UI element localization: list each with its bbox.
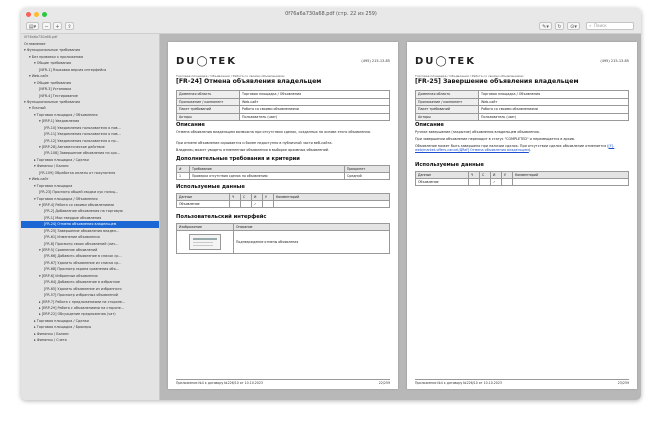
table-row [177, 106, 390, 114]
company-logo: DU◯TEK [176, 56, 238, 67]
outline-item[interactable]: ▸ Торговая площадка / Сделки [34, 157, 89, 162]
info-value: Пользователь (user) [240, 113, 390, 121]
footer-text: Приложение №4 к договору №226/10 от 10.10.2023 [176, 381, 263, 385]
paragraph-text: ). [528, 148, 532, 153]
info-key: Акторы [177, 113, 240, 121]
table-cell [177, 231, 234, 254]
table-cell [263, 201, 274, 208]
title-bar [21, 8, 641, 21]
thumbnail-line [193, 242, 213, 243]
outline-item[interactable]: [FR-24] Отмена объявления владельцем [21, 221, 159, 227]
rotate-icon: ↻ [557, 24, 562, 30]
toolbar [21, 21, 641, 34]
table-row [177, 173, 390, 180]
zoom-in-icon: + [55, 24, 60, 30]
info-key: Доменная область [416, 91, 479, 99]
outline-item[interactable]: ▾ Функциональные требования [24, 99, 80, 104]
table-row [416, 106, 629, 114]
outline-item[interactable]: [FR-61] Изменение объявления [44, 235, 100, 240]
phone-number: (495) 215-13-85 [361, 59, 390, 63]
page-footer [176, 379, 390, 385]
outline-item[interactable]: ▾ Web-сайт [29, 74, 49, 79]
column-header: Изображение [177, 224, 234, 231]
table-row [177, 231, 390, 254]
zoom-out-button[interactable] [42, 22, 51, 30]
outline-item[interactable]: ▾ Общие требования [34, 61, 72, 66]
description-paragraph: Владелец может увидеть отмененные объявления в выборке архивных объявлений. [176, 148, 330, 152]
column-header: И [491, 172, 502, 179]
table-row [416, 91, 629, 99]
info-key: Пакет требований [416, 106, 479, 114]
outline-item[interactable]: ▸ [ERP-7] Работа с предложениями на стороне... [39, 299, 126, 304]
column-header: С [241, 194, 252, 201]
outline-item[interactable]: ▸ Торговая площадка / Брокеры [34, 325, 92, 330]
column-header: Комментарий [274, 194, 390, 201]
zoom-in-button[interactable] [53, 22, 62, 30]
outline-list [21, 41, 159, 344]
requirement-link[interactable]: [F]-web/market-offers-cancel/ДRef] Отмена объявления владельцем [415, 144, 615, 153]
column-header: У [502, 172, 513, 179]
outline-item[interactable]: [FR-109] Обработка оплаты от покупателя [39, 170, 116, 175]
used-data-table [415, 171, 629, 186]
outline-item[interactable]: [NFR-1] Языковая версия интерфейса [39, 67, 107, 72]
search-placeholder: Поиск [594, 23, 607, 28]
description-paragraph: Ручное завершение (закрытие) объявления владельцем объявления. [415, 130, 540, 134]
table-header-row [177, 194, 390, 201]
outline-item[interactable]: ▸ [ERP-22] Обсуждение предложения (чат) [39, 312, 116, 317]
outline-item[interactable]: ▾ [ERP-28] Автоматическое действие [39, 145, 105, 149]
info-value: Web-сайт [479, 98, 629, 106]
description-heading: Описание [415, 122, 444, 128]
outline-item[interactable]: ▸ Торговая площадка / Сделки [34, 318, 89, 323]
paragraph-text: Объявление может быть завершено при наличии сделок. При отсутствии сделок объявление отменяется ( [415, 144, 609, 148]
outline-item[interactable]: [NFR-4] Тестирование [39, 93, 78, 98]
info-table [176, 90, 390, 121]
outline-item[interactable]: ▾ Финансы / Баланс [34, 164, 69, 169]
table-header-row [416, 172, 629, 179]
info-value: Торговая площадка / Объявления [240, 91, 390, 99]
info-key: Пакет требований [177, 106, 240, 114]
outline-item[interactable]: ▾ [ERP-5] Сравнение объявлений [39, 248, 98, 252]
page-number: 23/259 [617, 381, 629, 385]
column-header: Требование [190, 166, 345, 173]
table-cell [502, 179, 513, 186]
used-data-table [176, 193, 390, 208]
pdf-page-23 [407, 42, 637, 389]
outline-item[interactable]: [FR-67] Удалить объявление из списка ср... [44, 260, 122, 265]
table-row [416, 113, 629, 121]
ui-screenshot-thumbnail [189, 234, 221, 250]
outline-item[interactable]: [FR-23] Просмотр общей сводки кук позиц... [39, 190, 119, 195]
window-title: 0f76a6a730a68.pdf (стр. 22 из 259) [285, 11, 377, 17]
sidebar-outline[interactable] [21, 34, 160, 400]
info-value: Работа со своими объявлениями [479, 106, 629, 114]
column-header: И [252, 194, 263, 201]
document-view[interactable] [160, 34, 641, 400]
description-heading: Описание [176, 122, 205, 128]
outline-item[interactable]: ▾ Торговая площадка / Объявления [34, 112, 98, 117]
column-header: Описание [234, 224, 390, 231]
outline-item[interactable]: [FR-108] Завершение объявления по сро... [44, 151, 120, 156]
outline-item[interactable]: ▸ Финансы / Счета [34, 338, 67, 343]
table-cell: 1 [177, 173, 190, 180]
outline-item[interactable]: [FR-57] Просмотр избранных объявлений [44, 293, 118, 298]
outline-item[interactable]: [FR-66] Добавить объявление в список ср... [44, 254, 122, 259]
info-value: Работа со своими объявлениями [240, 106, 390, 114]
column-header: С [480, 172, 491, 179]
share-icon: ⇪ [67, 24, 72, 30]
search-icon: ⌕ [589, 23, 592, 28]
column-header: Ч [469, 172, 480, 179]
table-row [177, 91, 390, 99]
table-cell: Проверка отсутствия сделок по объявлению [190, 173, 345, 180]
outline-item[interactable]: ▾ Торговая площадка / Объявления [34, 196, 98, 201]
used-data-heading: Используемые данные [415, 162, 484, 168]
column-header: Данные [177, 194, 230, 201]
description-paragraph [415, 144, 629, 153]
table-cell [469, 179, 480, 186]
outline-item[interactable]: [FR-25] Завершение объявления владел... [44, 228, 120, 233]
outline-item[interactable]: [FR-2] Добавление объявления на торговую [44, 209, 123, 214]
table-row [177, 113, 390, 121]
table-header-row [177, 166, 390, 173]
outline-item[interactable]: ▾ Функциональные требования [24, 48, 80, 53]
annotate-icon: ⊙▾ [570, 24, 577, 30]
table-cell [230, 201, 241, 208]
outline-item[interactable]: ▾ Общие требования [34, 80, 72, 85]
table-cell [274, 201, 390, 208]
table-cell: ✓ [491, 179, 502, 186]
column-header: Данные [416, 172, 469, 179]
sidebar-toggle-button[interactable] [26, 22, 39, 30]
pen-icon: ✎▾ [542, 24, 549, 30]
outline-item[interactable]: ▾ [ERP-4] Работа со своими объявлениями [39, 202, 114, 207]
column-header: Ч [230, 194, 241, 201]
page-title: [FR-25] Завершение объявления владельцем [415, 78, 579, 85]
info-key: Доменная область [177, 91, 240, 99]
outline-item[interactable]: [FR-12] Уведомления пользователя о пр... [44, 138, 119, 143]
table-row [177, 201, 390, 208]
markup-button[interactable] [539, 22, 552, 30]
breadcrumb: Торговая площадка / Объявления / Работа со своими объявлениями [415, 74, 524, 78]
column-header: # [177, 166, 190, 173]
page-footer [415, 379, 629, 385]
table-cell: ✓ [252, 201, 263, 208]
breadcrumb: Торговая площадка / Объявления / Работа со своими объявлениями [176, 74, 285, 78]
thumbnail-line [193, 245, 213, 246]
description-paragraph: При завершении объявление переходит в статус "COMPLETED" и перемещается в архив. [415, 137, 575, 141]
table-cell: Объявление [177, 201, 230, 208]
outline-item[interactable]: ▸ Финансы / Баланс [34, 331, 69, 336]
preview-window [21, 8, 641, 400]
table-cell: Средний [345, 173, 390, 180]
info-value: Web-сайт [240, 98, 390, 106]
extra-requirements-heading: Дополнительные требования и критерии [176, 156, 300, 162]
outline-item[interactable]: ▾ [ERP-6] Избранные объявления [39, 273, 98, 278]
info-table [415, 90, 629, 121]
ui-table [176, 223, 390, 254]
rotate-button[interactable] [555, 22, 564, 30]
footer-text: Приложение №4 к договору №226/10 от 10.10.2023 [415, 381, 502, 385]
description-paragraph: Отмена объявления владельцем возможна при отсутствии сделок, созданных на основе этого объявления. [176, 130, 371, 134]
annotate-button[interactable] [567, 22, 580, 30]
zoom-out-icon: − [44, 24, 49, 30]
table-row [416, 179, 629, 186]
info-key: Приложение / компонент [416, 98, 479, 106]
outline-item[interactable]: [FR-11] Уведомления пользователя о нов... [44, 132, 121, 137]
sidebar-header: 0f76a6a730a68.pdf [24, 35, 58, 39]
table-header-row [177, 224, 390, 231]
outline-item[interactable]: [FR-64] Добавить объявление в избранное [44, 280, 121, 285]
info-value: Пользователь (user) [479, 113, 629, 121]
share-button[interactable] [65, 22, 74, 30]
table-cell [513, 179, 629, 186]
phone-number: (495) 215-13-85 [600, 59, 629, 63]
sidebar-icon: ▤▾ [28, 24, 37, 30]
description-paragraph: При отмене объявление скрывается и более недоступно в публичной части веб-сайта. [176, 141, 333, 145]
outline-item[interactable]: [FR-8] Просмотр своих объявлений (лич... [44, 241, 119, 246]
outline-item[interactable]: ▸ [ERP-29] Работа с объявлениями на стороне... [39, 305, 125, 310]
table-row [177, 98, 390, 106]
outline-item[interactable]: ▾ Личный [29, 106, 46, 111]
outline-item[interactable]: ▾ [ERP-1] Уведомления [39, 119, 80, 124]
outline-item[interactable]: ▾ Web-сайт [29, 177, 49, 182]
table-cell [480, 179, 491, 186]
requirements-table [176, 165, 390, 180]
outline-item[interactable]: [FR-1] Мои твердые объявления [44, 215, 102, 220]
page-number: 22/259 [378, 381, 390, 385]
info-value: Торговая площадка / Объявления [479, 91, 629, 99]
info-key: Акторы [416, 113, 479, 121]
ui-heading: Пользовательский интерфейс [176, 214, 267, 220]
table-cell [241, 201, 252, 208]
outline-item[interactable]: ▾ Без привязки к приложению [29, 54, 84, 59]
page-title: [FR-24] Отмена объявления владельцем [176, 78, 322, 85]
pdf-page-22 [168, 42, 398, 389]
outline-item[interactable]: ▾ Торговая площадка [34, 183, 73, 188]
info-key: Приложение / компонент [177, 98, 240, 106]
thumbnail-bar [193, 238, 217, 240]
search-field[interactable] [586, 22, 634, 30]
column-header: У [263, 194, 274, 201]
table-cell: Подтверждение отмены объявления [234, 231, 390, 254]
outline-item[interactable]: [FR-65] Удалить объявление из избранного [44, 286, 122, 291]
used-data-heading: Используемые данные [176, 184, 245, 190]
outline-item[interactable]: Оглавление [24, 42, 46, 46]
company-logo: DU◯TEK [415, 56, 477, 67]
outline-item[interactable]: [FR-68] Просмотр экрана сравнения объ... [44, 267, 120, 272]
outline-item[interactable]: [NFR-3] Установка [39, 87, 72, 92]
table-row [416, 98, 629, 106]
outline-item[interactable]: [FR-10] Уведомления пользователя о нов... [44, 125, 121, 130]
table-cell: Объявление [416, 179, 469, 186]
column-header: Комментарий [513, 172, 629, 179]
column-header: Приоритет [345, 166, 390, 173]
